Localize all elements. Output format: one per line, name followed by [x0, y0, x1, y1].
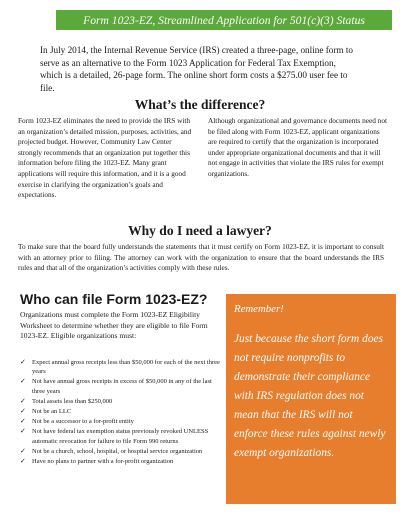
checkmark-icon: ✓: [20, 358, 26, 366]
remember-title: Remember!: [234, 303, 284, 315]
checkmark-icon: ✓: [20, 417, 26, 426]
lawyer-heading: Why do I need a lawyer?: [128, 223, 272, 238]
list-item: ✓ Not be a successor to a for-profit entity: [20, 417, 134, 426]
list-item: ✓ Not be an LLC: [20, 407, 72, 416]
list-item: ✓ Not have annual gross receipts in excess of $50,000 in any of the last three years: [20, 377, 212, 395]
difference-left-column: Form 1023-EZ eliminates the need to provide the IRS with an organization’s detailed mission, purposes, activities, and projected budget. However, Community Law Center strongly recommends that an organization put together this information before filing the 1023-EZ. Many grant applications will require this information, and it is a good exercise in clarifying the organization’s goals and expectations.: [18, 116, 192, 200]
list-item: ✓ Have no plans to partner with a for-profit organization: [20, 457, 174, 466]
checkmark-icon: ✓: [20, 457, 26, 466]
lawyer-paragraph: To make sure that the board fully understands the statements that it must certify on Form 1023-EZ, it is important to consult with an attorney prior to filing. The attorney can work with the organization to ensure that the board understands the IRS rules and that all of the organization’s activities comply with these rules.: [18, 242, 384, 273]
title-banner-text: Form 1023-EZ, Streamlined Application for 501(c)(3) Status: [83, 13, 365, 27]
intro-paragraph: In July 2014, the Internal Revenue Service (IRS) created a three-page, online form to serve as an alternative to the Form 1023 Application for Federal Tax Exemption, which is a detailed, 26-page form. The online short form costs a $275.00 user fee to file.: [40, 45, 354, 93]
who-can-file-heading: Who can file Form 1023-EZ?: [20, 291, 208, 307]
list-item: ✓ Expect annual gross receipts less than $50,000 for each of the next three years: [20, 358, 220, 376]
checkmark-icon: ✓: [20, 427, 26, 436]
checkmark-icon: ✓: [20, 407, 26, 416]
remember-body: Just because the short form does not require nonprofits to demonstrate their compliance with IRS regulation does not mean that the IRS will not enforce these rules against newly exempt organizations.: [234, 333, 386, 459]
list-item: ✓ Total assets less than $250,000: [20, 396, 113, 405]
checkmark-icon: ✓: [20, 446, 26, 455]
eligibility-checklist: [20, 358, 225, 467]
list-item: ✓ Not have federal tax exemption status previously revoked UNLESS automatic revocation for failure to file Form 990 returns: [20, 427, 209, 445]
who-can-file-intro: Organizations must complete the Form 1023-EZ Eligibility Worksheet to determine whether they are eligible to file Form 1023-EZ. Eligible organizations must:: [20, 310, 208, 341]
checkmark-icon: ✓: [20, 396, 26, 405]
checkmark-icon: ✓: [20, 377, 26, 386]
difference-right-column: Although organizational and governance documents need not be filed along with Form 1023-EZ, applicant organizations are required to certify that the organization is incorporated under appropriate organizational documents and that it will not engage in activities that violate the IRS rules for exempt organizations.: [208, 116, 387, 178]
remember-callout: [226, 294, 396, 504]
difference-heading: What’s the difference?: [134, 97, 266, 112]
title-banner: [56, 10, 392, 30]
list-item: ✓ Not be a church, school, hospital, or hospital service organization: [20, 446, 203, 455]
